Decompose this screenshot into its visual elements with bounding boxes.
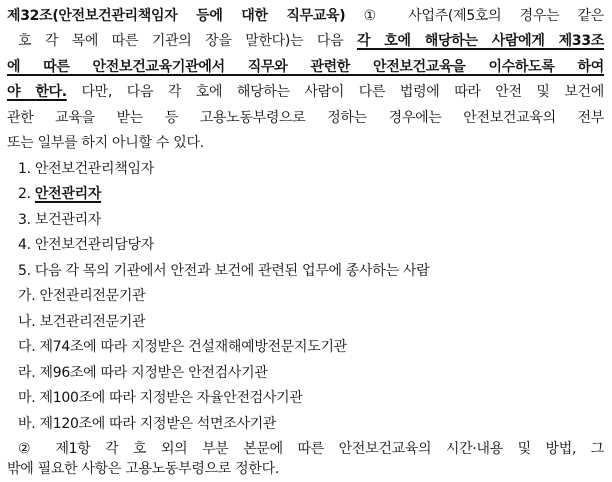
list-item-2-label: 안전관리자 [34, 186, 102, 202]
paragraph-1-emphasis-3: 야 한다. [7, 84, 67, 100]
paragraph-1-emphasis-1: 각 호에 해당하는 사람에게 제33조 [357, 33, 604, 49]
paragraph-1-line-3 [7, 55, 604, 79]
paragraph-1-line-4 [7, 80, 604, 104]
sub-item-ra: 라. 제96조에 따라 지정받은 안전검사기관 [18, 365, 268, 381]
paragraph-2-line-2: 밖에 필요한 사항은 고용노동부령으로 정한다. [7, 461, 280, 477]
sub-item-ma: 마. 제100조에 따라 지정받은 자율안전검사기관 [18, 390, 303, 406]
paragraph-1-line-4-plain: 다만, 다음 각 호에 해당하는 사람이 다른 법령에 따라 안전 및 보건에 [81, 84, 604, 100]
paragraph-2-line-1: ② 제1항 각 호 외의 부분 본문에 따른 안전보건교육의 시간·내용 및 방법, 그 [18, 441, 604, 457]
list-item-5: 5. 다음 각 목의 기관에서 안전과 보건에 관련된 업무에 종사하는 사람 [18, 263, 430, 279]
paragraph-1-emphasis-2: 에 따른 안전보건교육기관에서 직무와 관련한 안전보건교육을 이수하도록 하여 [7, 59, 604, 75]
list-item-3: 3. 보건관리자 [18, 212, 102, 228]
sub-item-ba: 바. 제120조에 따라 지정받은 석면조사기관 [18, 416, 277, 432]
sub-item-da: 다. 제74조에 따라 지정받은 건설재해예방전문지도기관 [18, 339, 347, 355]
paragraph-1-line-6: 또는 일부를 하지 아니할 수 있다. [7, 135, 204, 151]
paragraph-1-line-5: 관한 교육을 받는 등 고용노동부령으로 정하는 경우에는 안전보건교육의 전부 [7, 110, 604, 126]
list-item-2-number: 2. [18, 186, 31, 202]
paragraph-1-line-2 [18, 29, 604, 53]
list-item-2 [18, 182, 604, 206]
paragraph-1-text-start: 사업주(제5호의 경우는 같은 [408, 8, 605, 24]
list-item-1: 1. 안전보건관리책임자 [18, 161, 154, 177]
sub-item-na: 나. 보건관리전문기관 [18, 314, 146, 330]
article-heading: 제32조(안전보건관리책임자 등에 대한 직무교육) [7, 8, 346, 24]
article-heading-line [7, 4, 604, 28]
sub-item-ga: 가. 안전관리전문기관 [18, 288, 146, 304]
list-item-4: 4. 안전보건관리담당자 [18, 237, 154, 253]
paragraph-1-number: ① [363, 8, 390, 24]
paragraph-1-line-2-plain: 호 각 목에 따른 기관의 장을 말한다)는 다음 [18, 33, 344, 49]
